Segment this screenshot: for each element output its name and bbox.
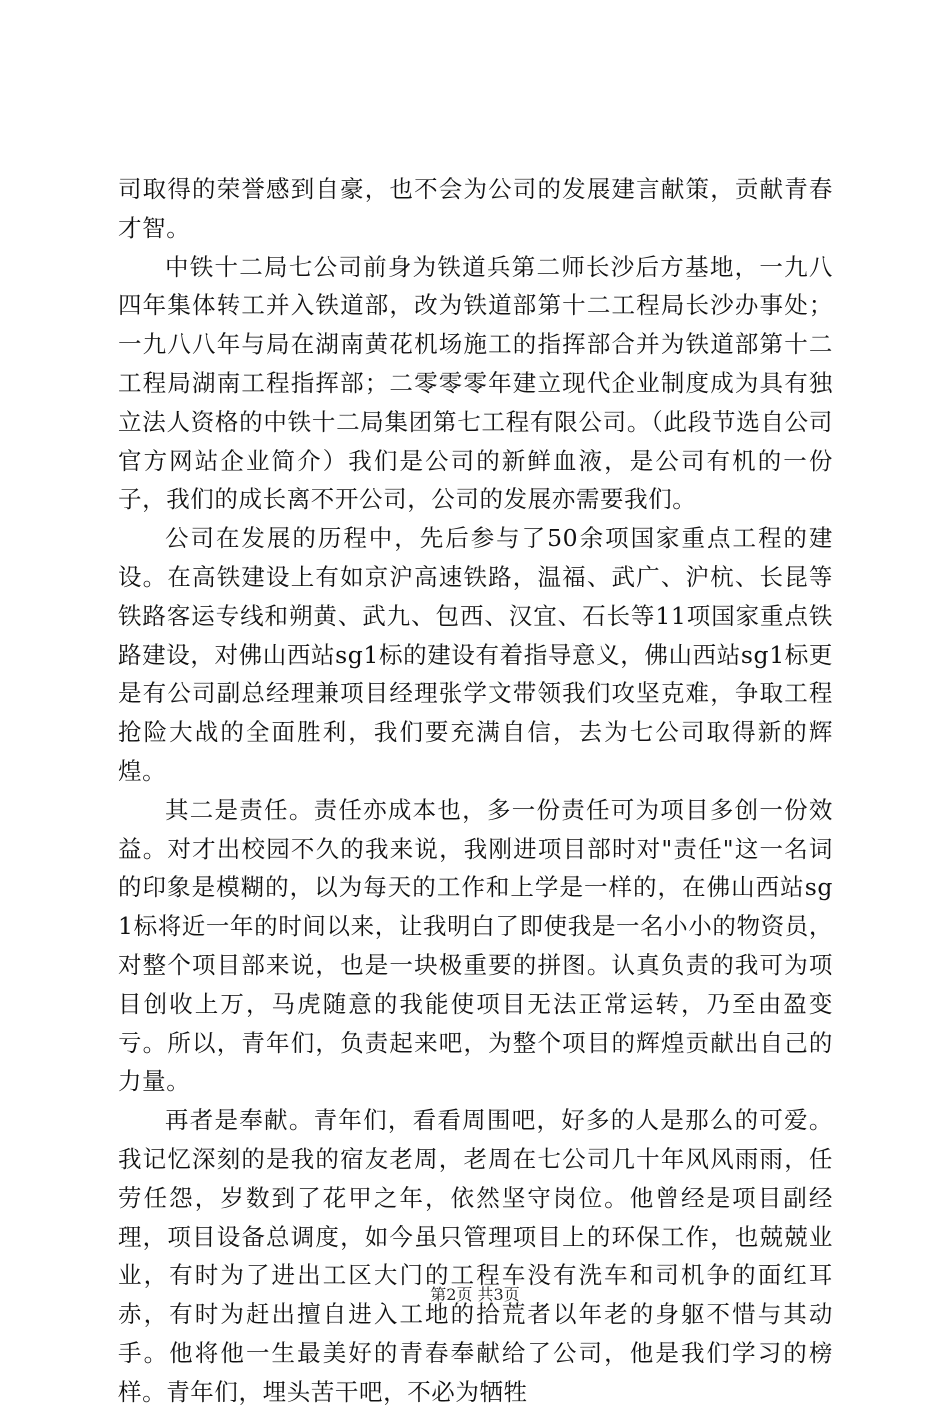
paragraph-1: 司取得的荣誉感到自豪，也不会为公司的发展建言献策，贡献青春才智。	[118, 175, 833, 242]
paragraph-3: 公司在发展的历程中，先后参与了50余项国家重点工程的建设。在高铁建设上有如京沪高速铁路，温福、武广、沪杭、长昆等铁路客运专线和朔黄、武九、包西、汉宜、石长等11项国家重点铁路建设，对佛山西站sg1标的建设有着指导意义，佛山西站sg1标更是有公司副总经理兼项目经理张学文带领我们攻坚克难，争取工程抢险大战的全面胜利，我们要充满自信，去为七公司取得新的辉煌。	[118, 524, 833, 785]
page-number-footer: 第2页 共3页	[430, 1285, 520, 1304]
document-body	[118, 170, 833, 1412]
paragraph-5: 再者是奉献。青年们，看看周围吧，好多的人是那么的可爱。我记忆深刻的是我的宿友老周，老周在七公司几十年风风雨雨，任劳任怨，岁数到了花甲之年，依然坚守岗位。他曾经是项目副经理，项目设备总调度，如今虽只管理项目上的环保工作，也兢兢业业，有时为了进出工区大门的工程车没有洗车和司机争的面红耳赤，有时为赶出擅自进入工地的拾荒者以年老的身躯不惜与其动手。他将他一生最美好的青春奉献给了公司，他是我们学习的榜样。青年们，埋头苦干吧，不必为牺牲	[118, 1106, 833, 1406]
paragraph-4: 其二是责任。责任亦成本也，多一份责任可为项目多创一份效益。对才出校园不久的我来说，我刚进项目部时对"责任"这一名词的印象是模糊的，以为每天的工作和上学是一样的，在佛山西站sg1标将近一年的时间以来，让我明白了即使我是一名小小的物资员，对整个项目部来说，也是一块极重要的拼图。认真负责的我可为项目创收上万，马虎随意的我能使项目无法正常运转，乃至由盈变亏。所以，青年们，负责起来吧，为整个项目的辉煌贡献出自己的力量。	[118, 795, 833, 1096]
paragraph-2: 中铁十二局七公司前身为铁道兵第二师长沙后方基地，一九八四年集体转工并入铁道部，改为铁道部第十二工程局长沙办事处；一九八八年与局在湖南黄花机场施工的指挥部合并为铁道部第十二工程局湖南工程指挥部；二零零零年建立现代企业制度成为具有独立法人资格的中铁十二局集团第七工程有限公司。（此段节选自公司官方网站企业简介）我们是公司的新鲜血液，是公司有机的一份子，我们的成长离不开公司，公司的发展亦需要我们。	[118, 252, 833, 514]
